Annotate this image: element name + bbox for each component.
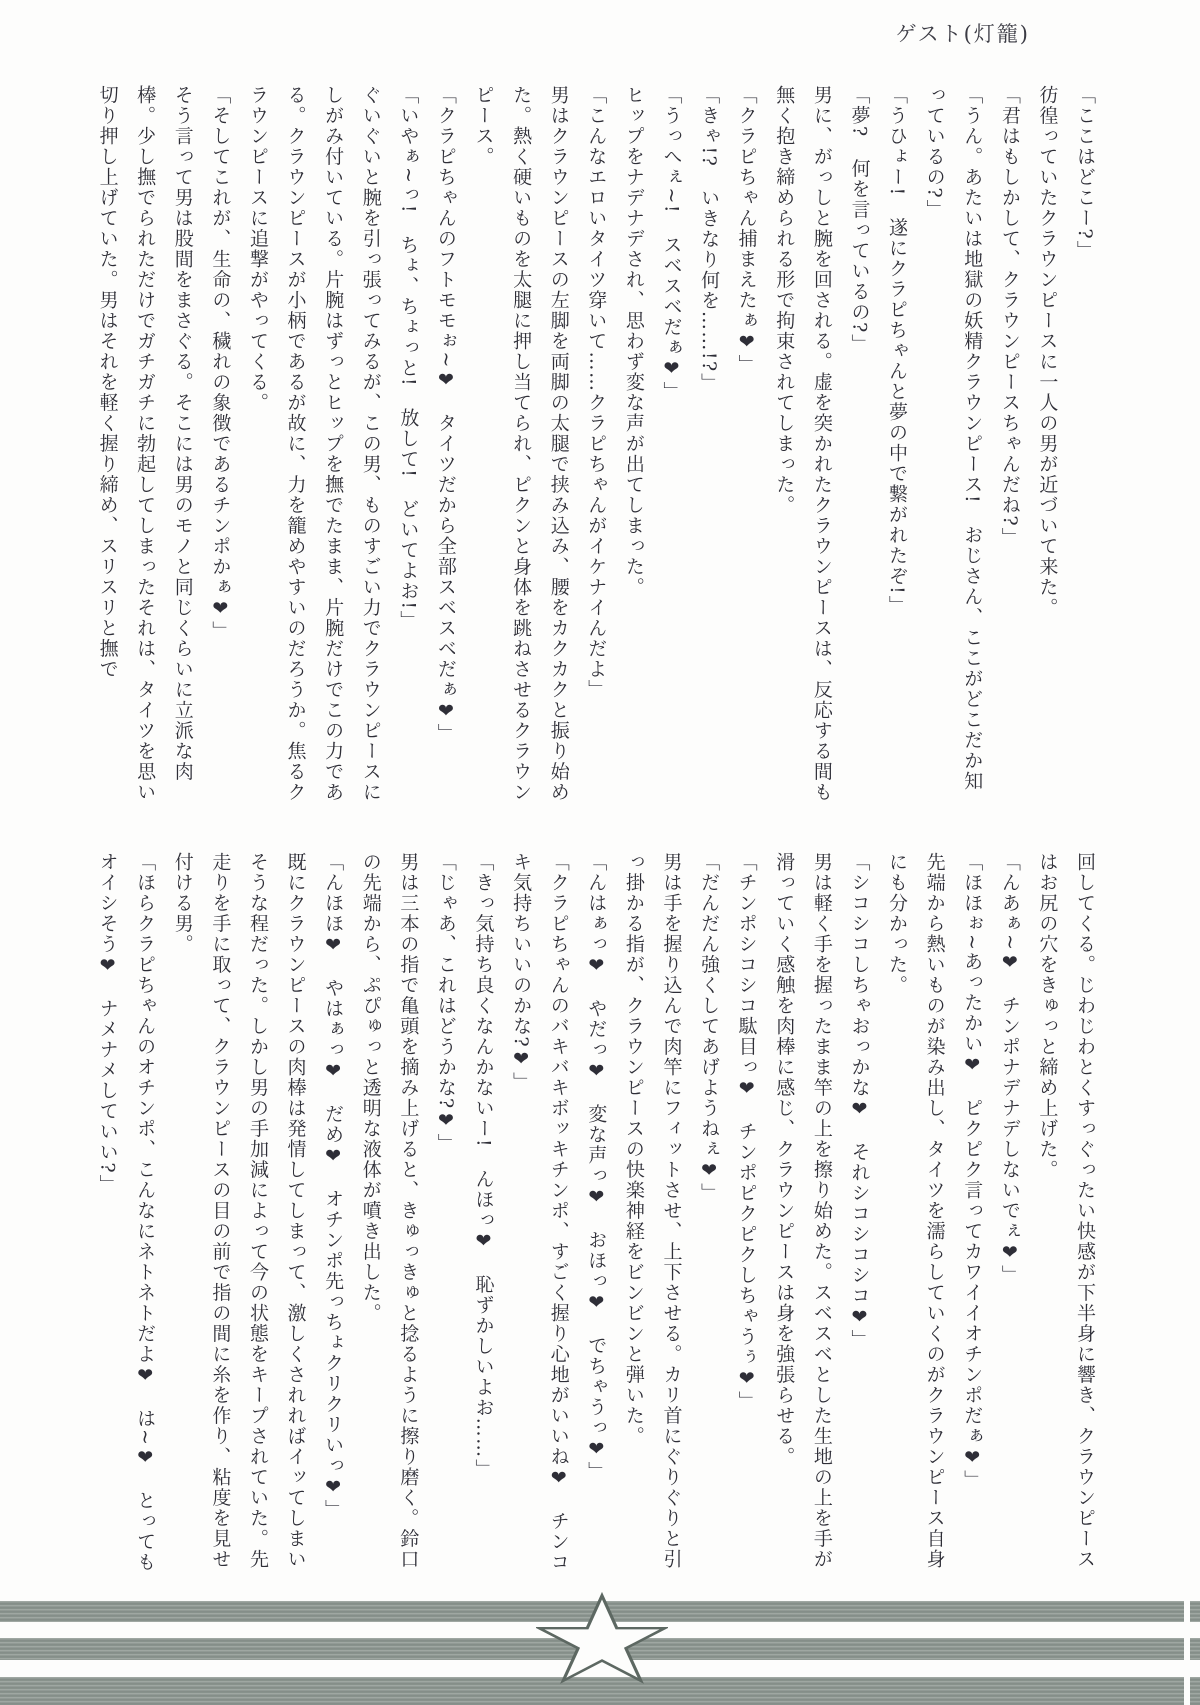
story-paragraph: 「ほらクラピちゃんのオチンポ、こんなにネトネトだよ❤ は~❤ とってもオイシそう❤ ナメナメしていい?」 xyxy=(96,852,157,1573)
guest-credit-label: ゲスト(灯籠) xyxy=(895,22,1030,46)
story-paragraph: ぐいぐいと腕を引っ張ってみるが、この男、ものすごい力でクラウンピースにしがみ付いている。片腕はずっとヒップを撫でたまま、片腕だけでこの力である。クラウンピースが小柄であるが故に、力を籠めやすいのだろうか。焦るクラウンピースに追撃がやってくる。 xyxy=(246,85,382,803)
story-paragraph: 「いやぁ~っ! ちょ、ちょっと! 放して! どいてよお!」 xyxy=(397,85,420,631)
story-paragraph: 既にクラウンピースの肉棒は発情してしまって、激しくされればイッてしまいそうな程だった。しかし男の手加減によって今の状態をキープされていた。先走りを手に取って、クラウンピースの目の前で指の間に糸を作り、粘度を見せ付ける男。 xyxy=(171,852,307,1570)
story-paragraph: そう言って男は股間をまさぐる。そこには男のモノと同じくらいに立派な肉棒。少し撫でられただけでガチガチに勃起してしまったそれは、タイツを思い切り押し上げていた。男はそれを軽く握り締め、スリスリと撫で xyxy=(96,85,194,803)
story-paragraph: 「チンポシコシコ駄目っ❤ チンポピクピクしちゃうぅ❤」 xyxy=(735,852,758,1412)
story-paragraph: 「うん。あたいは地獄の妖精クラウンピース! おじさん、ここがどこだか知っているの?」 xyxy=(923,85,984,792)
star-icon xyxy=(536,1591,668,1685)
footer-divider xyxy=(0,1595,1200,1705)
story-paragraph: 「クラピちゃんのバキバキボッキチンポ、すごく握り心地がいいね❤ チンコキ気持ちいいのかな?❤」 xyxy=(510,852,570,1573)
story-paragraph: 男は三本の指で亀頭を摘み上げると、きゅっきゅと捻るように擦り磨く。鈴口の先端から、ぷぴゅっと透明な液体が噴き出した。 xyxy=(359,852,420,1570)
story-paragraph: 「クラピちゃん捕まえたぁ❤」 xyxy=(735,85,758,375)
story-paragraph: 男は手を握り込んで肉竿にフィットさせ、上下させる。カリ首にぐりぐりと引っ掛かる指が、クラウンピースの快楽神経をビンビンと弾いた。 xyxy=(622,852,683,1570)
story-paragraph: 「んはぁっ❤ やだっ❤ 変な声っ❤ おほっ❤ でちゃうっ❤」 xyxy=(585,852,608,1482)
story-paragraph: 回してくる。じわじわとくすっぐったい快感が下半身に響き、クラウンピースはお尻の穴をきゅっと締め上げた。 xyxy=(1036,852,1096,1570)
story-block-bottom xyxy=(88,852,1103,1574)
story-paragraph: 「シコシコしちゃおっかな❤ それシコシコシコ❤」 xyxy=(848,852,871,1350)
story-paragraph: 「そしてこれが、生命の、穢れの象徴であるチンポかぁ❤」 xyxy=(209,85,232,642)
story-paragraph: 「きっ気持ち良くなんかないー! んほっ❤ 恥ずかしいよお……」 xyxy=(472,852,495,1480)
footer-stripe-notch xyxy=(1184,1595,1190,1705)
story-paragraph: 男はクラウンピースの左脚を両脚の太腿で挟み込み、腰をカクカクと振り始めた。熱く硬いものを太腿に押し当てられ、ピクンと身体を跳ねさせるクラウンピース。 xyxy=(472,85,570,803)
story-paragraph: 「こんなエロいタイツ穿いて……クラピちゃんがイケナイんだよ」 xyxy=(585,85,608,700)
story-paragraph: 「ここはどこー?」 xyxy=(1074,85,1096,261)
story-paragraph: 先端から熱いものが染み出し、タイツを濡らしていくのがクラウンピース自身にも分かった。 xyxy=(886,852,946,1570)
story-paragraph: ヒップをナデナデされ、思わず変な声が出てしまった。 xyxy=(622,85,645,598)
story-paragraph: 「うっへぇ~! スベスベだぁ❤」 xyxy=(660,85,683,402)
story-paragraph: 「君はもしかして、クラウンピースちゃんだね?」 xyxy=(998,85,1021,548)
story-paragraph: 「ほほぉ~あったかい❤ ピクピク言ってカワイイオチンポだぁ❤」 xyxy=(961,852,984,1491)
story-paragraph: 「夢? 何を言っているの?」 xyxy=(848,85,871,355)
story-paragraph: 男に、がっしと腕を回される。虚を突かれたクラウンピースは、反応する間も無く抱き締められる形で拘束されてしまった。 xyxy=(773,85,833,803)
story-paragraph: 「クラピちゃんのフトモモぉ~❤ タイツだから全部スベスベだぁ❤」 xyxy=(434,85,457,744)
story-paragraph: 「んほほ❤ やはぁっ❤ だめ❤ オチンポ先っちょクリクリいっ❤」 xyxy=(322,852,345,1520)
story-paragraph: 「んあぁ~❤ チンポナデナデしないでぇ❤」 xyxy=(998,852,1021,1286)
story-paragraph: 「きゃ!? いきなり何を……!?」 xyxy=(698,85,721,394)
story-block-top xyxy=(88,85,1103,807)
story-paragraph: 「だんだん強くしてあげようねぇ❤」 xyxy=(698,852,721,1204)
story-paragraph: 「じゃあ、これはどうかな?❤」 xyxy=(434,852,457,1154)
story-paragraph: 彷徨っていたクラウンピースに一人の男が近づいて来た。 xyxy=(1036,85,1059,618)
story-paragraph: 「うひょー! 遂にクラピちゃんと夢の中で繋がれたぞ!」 xyxy=(886,85,909,616)
story-paragraph: 男は軽く手を握ったまま竿の上を擦り始めた。スベスベとした生地の上を手が滑っていく感触を肉棒に感じ、クラウンピースは身を強張らせる。 xyxy=(773,852,833,1570)
